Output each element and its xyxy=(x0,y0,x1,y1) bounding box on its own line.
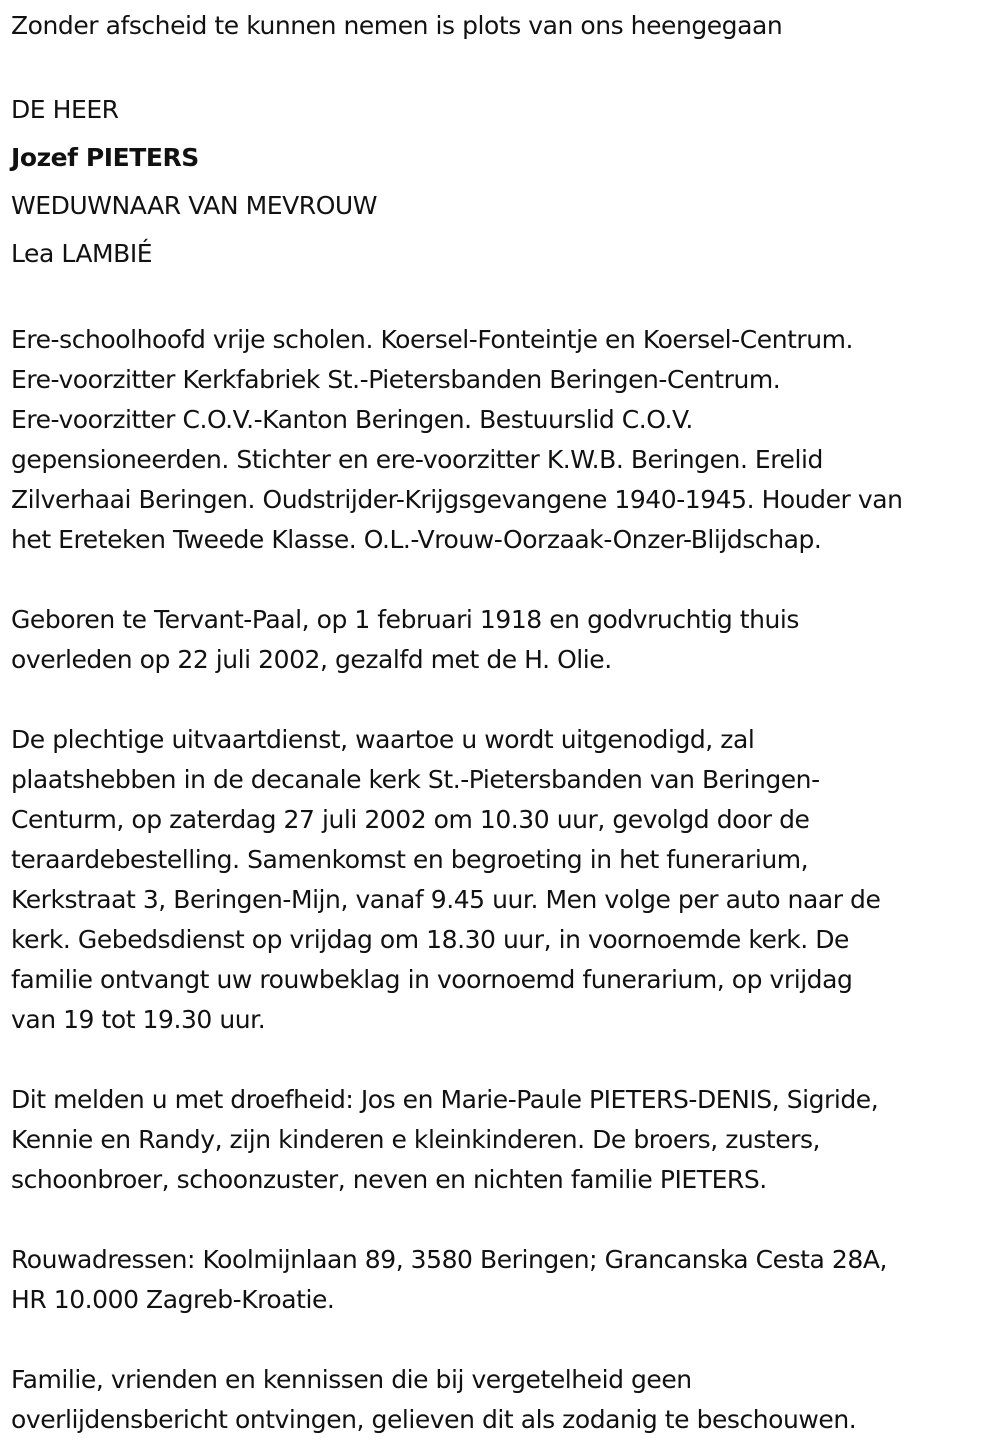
closing-paragraph xyxy=(11,1360,986,1440)
paragraph-line: van 19 tot 19.30 uur. xyxy=(11,1005,266,1034)
paragraph-line: schoonbroer, schoonzuster, neven en nichten familie PIETERS. xyxy=(11,1165,767,1194)
paragraph-line: Familie, vrienden en kennissen die bij vergetelheid geen xyxy=(11,1365,692,1394)
obituary-notice xyxy=(11,6,986,1440)
spacer xyxy=(11,278,986,320)
paragraph-line: familie ontvangt uw rouwbeklag in voornoemd funerarium, op vrijdag xyxy=(11,965,853,994)
paragraph-line: kerk. Gebedsdienst op vrijdag om 18.30 uur, in voornoemde kerk. De xyxy=(11,925,849,954)
birth-death-paragraph xyxy=(11,600,986,680)
family-paragraph xyxy=(11,1080,986,1200)
spacer xyxy=(11,680,986,720)
paragraph-line: Dit melden u met droefheid: Jos en Marie-Paule PIETERS-DENIS, Sigride, xyxy=(11,1085,879,1114)
spouse-name: Lea LAMBIÉ xyxy=(11,239,153,268)
titles-paragraph xyxy=(11,320,986,560)
paragraph-line: Centurm, op zaterdag 27 juli 2002 om 10.30 uur, gevolgd door de xyxy=(11,805,810,834)
paragraph-line: Kennie en Randy, zijn kinderen e kleinkinderen. De broers, zusters, xyxy=(11,1125,821,1154)
funeral-paragraph xyxy=(11,720,986,1040)
paragraph-line: Ere-schoolhoofd vrije scholen. Koersel-Fonteintje en Koersel-Centrum. xyxy=(11,325,854,354)
spacer xyxy=(11,1200,986,1240)
paragraph-line: overleden op 22 juli 2002, gezalfd met de H. Olie. xyxy=(11,645,612,674)
paragraph-line: Ere-voorzitter C.O.V.-Kanton Beringen. Bestuurslid C.O.V. xyxy=(11,405,693,434)
paragraph-line: overlijdensbericht ontvingen, gelieven dit als zodanig te beschouwen. xyxy=(11,1405,857,1434)
paragraph-line: Geboren te Tervant-Paal, op 1 februari 1918 en godvruchtig thuis xyxy=(11,605,799,634)
paragraph-line: Zilverhaai Beringen. Oudstrijder-Krijgsgevangene 1940-1945. Houder van xyxy=(11,485,903,514)
deceased-name: Jozef PIETERS xyxy=(11,143,199,172)
intro-text: Zonder afscheid te kunnen nemen is plots van ons heengegaan xyxy=(11,11,783,40)
paragraph-line: gepensioneerden. Stichter en ere-voorzitter K.W.B. Beringen. Erelid xyxy=(11,445,823,474)
paragraph-line: Kerkstraat 3, Beringen-Mijn, vanaf 9.45 uur. Men volge per auto naar de xyxy=(11,885,881,914)
spacer xyxy=(11,1040,986,1080)
paragraph-line: plaatshebben in de decanale kerk St.-Pietersbanden van Beringen- xyxy=(11,765,820,794)
paragraph-line: Ere-voorzitter Kerkfabriek St.-Pietersbanden Beringen-Centrum. xyxy=(11,365,781,394)
paragraph-line: teraardebestelling. Samenkomst en begroeting in het funerarium, xyxy=(11,845,809,874)
paragraph-line: het Ereteken Tweede Klasse. O.L.-Vrouw-Oorzaak-Onzer-Blijdschap. xyxy=(11,525,822,554)
spacer xyxy=(11,46,986,86)
name-block xyxy=(11,86,986,278)
paragraph-line: Rouwadressen: Koolmijnlaan 89, 3580 Beringen; Grancanska Cesta 28A, xyxy=(11,1245,887,1274)
salutation: DE HEER xyxy=(11,95,119,124)
spacer xyxy=(11,1320,986,1360)
spacer xyxy=(11,560,986,600)
paragraph-line: De plechtige uitvaartdienst, waartoe u wordt uitgenodigd, zal xyxy=(11,725,755,754)
address-paragraph xyxy=(11,1240,986,1320)
spouse-title: WEDUWNAAR VAN MEVROUW xyxy=(11,191,378,220)
paragraph-line: HR 10.000 Zagreb-Kroatie. xyxy=(11,1285,335,1314)
